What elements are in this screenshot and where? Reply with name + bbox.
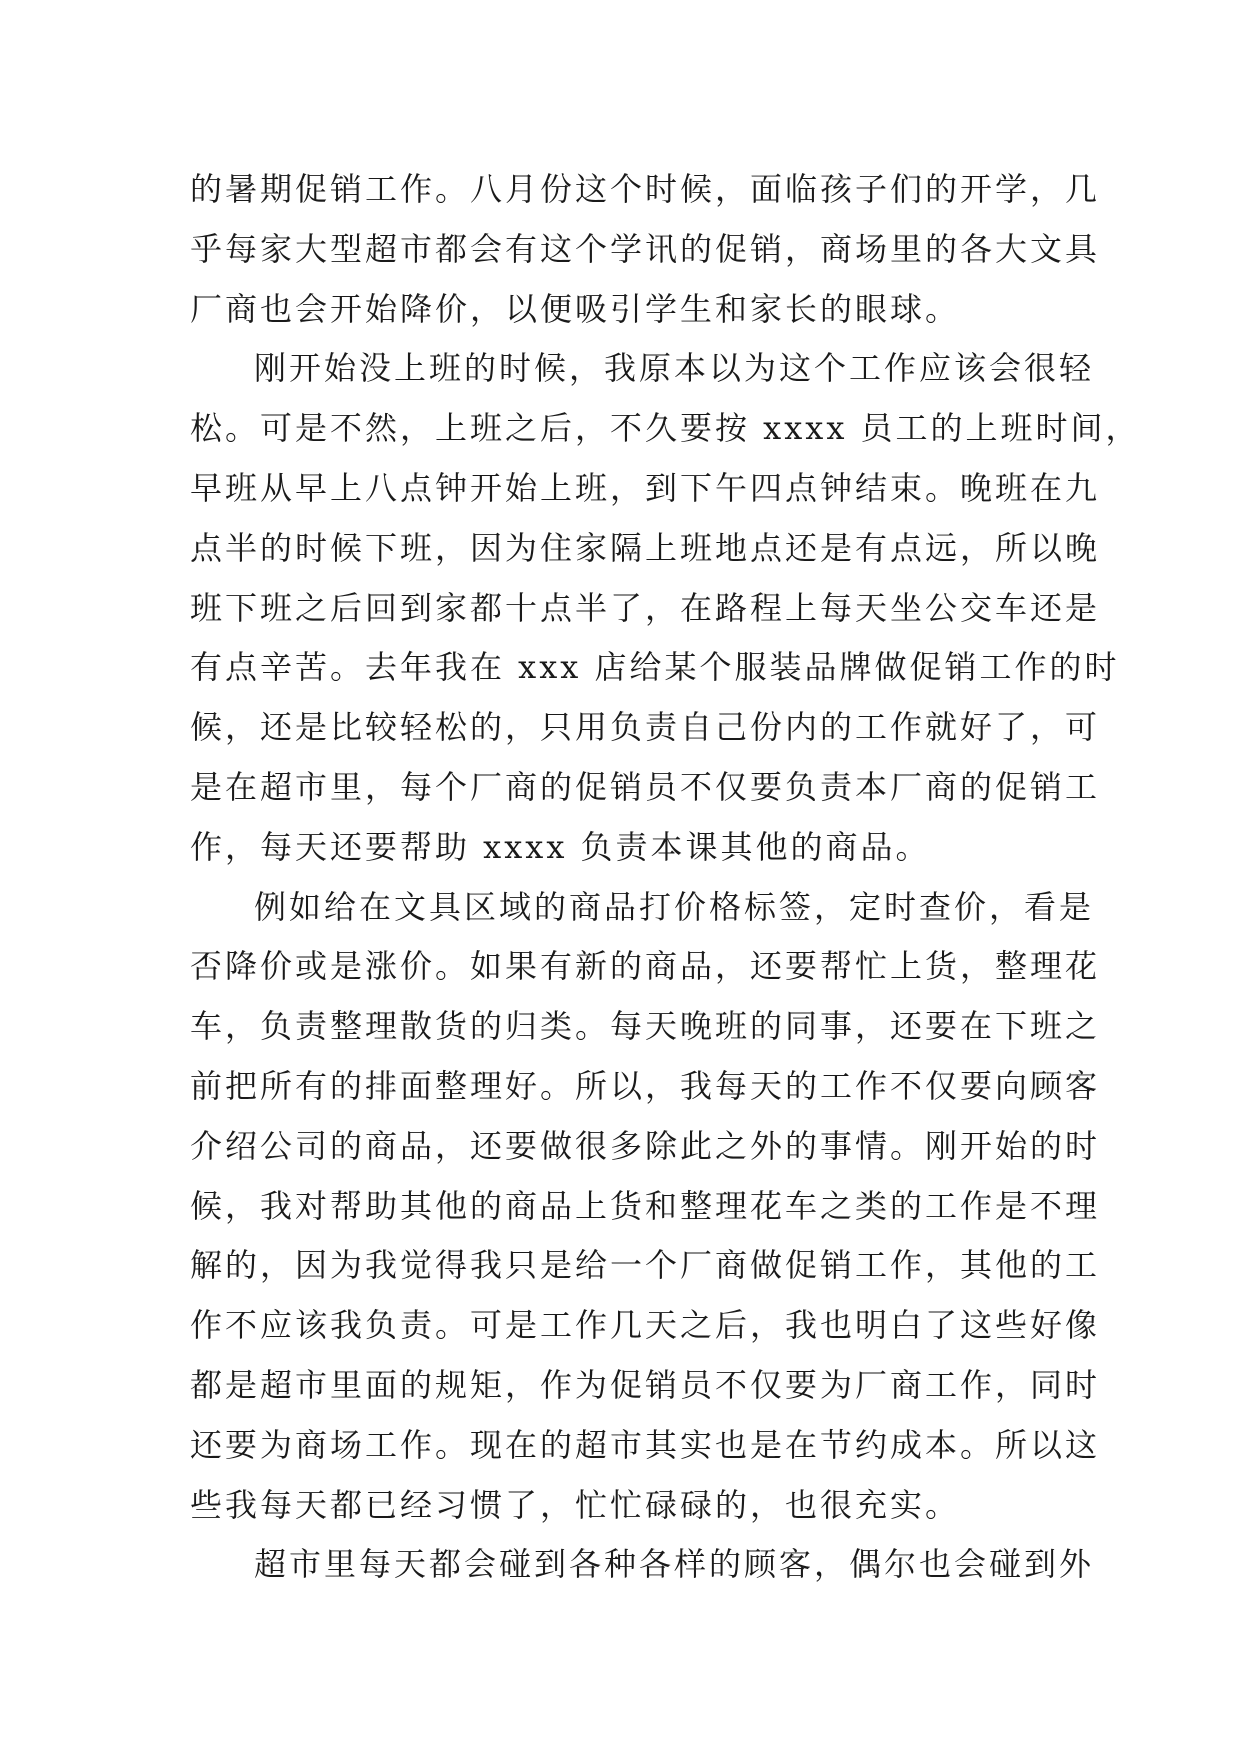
text-line: 候，我对帮助其他的商品上货和整理花车之类的工作是不理 [190, 1186, 1101, 1225]
text-line: 作，每天还要帮助 xxxx 负责本课其他的商品。 [190, 827, 931, 866]
text-line: 作不应该我负责。可是工作几天之后，我也明白了这些好像 [190, 1306, 1101, 1345]
text-line: 点半的时候下班，因为住家隔上班地点还是有点远，所以晚 [190, 528, 1101, 567]
document-body [190, 160, 1141, 1595]
text-line: 还要为商场工作。现在的超市其实也是在节约成本。所以这 [190, 1425, 1101, 1464]
text-line: 乎每家大型超市都会有这个学讯的促销，商场里的各大文具 [190, 229, 1101, 268]
text-line: 是在超市里，每个厂商的促销员不仅要负责本厂商的促销工 [190, 767, 1101, 806]
text-line: 早班从早上八点钟开始上班，到下午四点钟结束。晚班在九 [190, 468, 1101, 507]
paragraph-start-line: 超市里每天都会碰到各种各样的顾客，偶尔也会碰到外 [254, 1545, 1095, 1584]
text-line: 有点辛苦。去年我在 xxx 店给某个服装品牌做促销工作的时 [190, 648, 1120, 687]
text-line: 车，负责整理散货的归类。每天晚班的同事，还要在下班之 [190, 1007, 1101, 1046]
text-line: 候，还是比较轻松的，只用负责自己份内的工作就好了，可 [190, 708, 1101, 747]
text-line: 些我每天都已经习惯了，忙忙碌碌的，也很充实。 [190, 1485, 961, 1524]
text-line: 松。可是不然，上班之后，不久要按 xxxx 员工的上班时间， [190, 409, 1141, 448]
paragraph-start-line: 刚开始没上班的时候，我原本以为这个工作应该会很轻 [254, 349, 1095, 388]
text-line: 介绍公司的商品，还要做很多除此之外的事情。刚开始的时 [190, 1126, 1101, 1165]
text-line: 的暑期促销工作。八月份这个时候，面临孩子们的开学，几 [190, 170, 1101, 208]
text-line: 厂商也会开始降价，以便吸引学生和家长的眼球。 [190, 289, 961, 328]
text-line: 否降价或是涨价。如果有新的商品，还要帮忙上货，整理花 [190, 947, 1101, 986]
paragraph-start-line: 例如给在文具区域的商品打价格标签，定时查价，看是 [254, 887, 1095, 926]
text-line: 都是超市里面的规矩，作为促销员不仅要为厂商工作，同时 [190, 1365, 1101, 1404]
text-line: 前把所有的排面整理好。所以，我每天的工作不仅要向顾客 [190, 1066, 1101, 1105]
text-line: 班下班之后回到家都十点半了，在路程上每天坐公交车还是 [190, 588, 1101, 627]
text-line: 解的，因为我觉得我只是给一个厂商做促销工作，其他的工 [190, 1246, 1101, 1285]
